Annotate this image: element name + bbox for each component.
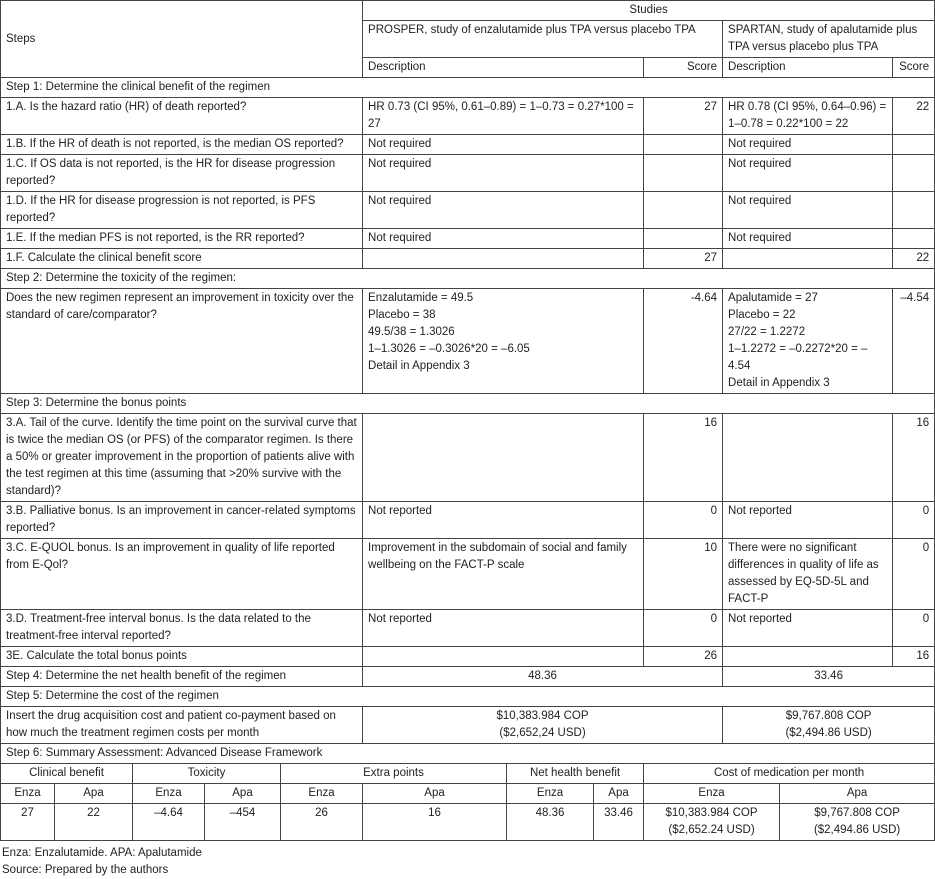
prosper-score: 27 bbox=[644, 249, 723, 269]
group-net-health-benefit: Net health benefit bbox=[507, 764, 644, 784]
table-footnotes bbox=[0, 845, 836, 879]
prosper-description: Not reported bbox=[363, 610, 644, 647]
step-label: 3.B. Palliative bonus. Is an improvement in cancer-related symptoms reported? bbox=[1, 502, 363, 539]
spartan-description bbox=[723, 414, 893, 502]
step1-row-1a bbox=[1, 98, 935, 135]
spartan-description: Not reported bbox=[723, 502, 893, 539]
spartan-description: Not required bbox=[723, 192, 893, 229]
group-toxicity: Toxicity bbox=[133, 764, 281, 784]
step3-title-row bbox=[1, 394, 935, 414]
spartan-description-header: Description bbox=[723, 58, 893, 78]
group-clinical-benefit: Clinical benefit bbox=[1, 764, 133, 784]
sub-enza: Enza bbox=[133, 784, 205, 804]
prosper-description bbox=[363, 249, 644, 269]
net-health-benefit-enza: 48.36 bbox=[507, 804, 594, 841]
cost-usd: ($2,652.24 USD) bbox=[668, 824, 755, 836]
spartan-description: Not reported bbox=[723, 610, 893, 647]
spartan-score: 22 bbox=[893, 98, 935, 135]
step6-title: Step 6: Summary Assessment: Advanced Disease Framework bbox=[1, 744, 935, 764]
spartan-score: 22 bbox=[893, 249, 935, 269]
cost-cop: $9,767.808 COP bbox=[814, 807, 900, 819]
step5-title-row bbox=[1, 687, 935, 707]
calc-line: Detail in Appendix 3 bbox=[728, 377, 830, 389]
studies-header: Studies bbox=[363, 1, 935, 21]
net-health-benefit-apa: 33.46 bbox=[594, 804, 644, 841]
cost-apa bbox=[780, 804, 935, 841]
spartan-header: SPARTAN, study of apalutamide plus TPA versus placebo plus TPA bbox=[723, 21, 935, 58]
step-label: 3E. Calculate the total bonus points bbox=[1, 647, 363, 667]
step1-row-1e bbox=[1, 229, 935, 249]
extra-points-apa: 16 bbox=[363, 804, 507, 841]
cost-cop: $10,383.984 COP bbox=[665, 807, 758, 819]
spartan-score bbox=[893, 155, 935, 192]
step3-row-3b bbox=[1, 502, 935, 539]
prosper-score: 0 bbox=[644, 502, 723, 539]
spartan-description: There were no significant differences in quality of life as assessed by EQ-5D-5L and FACT-P bbox=[723, 539, 893, 610]
calc-line: Enzalutamide = 49.5 bbox=[368, 292, 474, 304]
prosper-description: Not required bbox=[363, 192, 644, 229]
sub-apa: Apa bbox=[55, 784, 133, 804]
prosper-score: 10 bbox=[644, 539, 723, 610]
sub-apa: Apa bbox=[205, 784, 281, 804]
calc-line: Placebo = 22 bbox=[728, 309, 796, 321]
spartan-description: Not required bbox=[723, 229, 893, 249]
spartan-score: 16 bbox=[893, 414, 935, 502]
step3-title: Step 3: Determine the bonus points bbox=[1, 394, 935, 414]
prosper-description: Not required bbox=[363, 155, 644, 192]
step2-title: Step 2: Determine the toxicity of the regimen: bbox=[1, 269, 935, 289]
prosper-score bbox=[644, 229, 723, 249]
prosper-description: Improvement in the subdomain of social and family wellbeing on the FACT-P scale bbox=[363, 539, 644, 610]
step6-value-row bbox=[1, 804, 935, 841]
step-label: 1.B. If the HR of death is not reported, is the median OS reported? bbox=[1, 135, 363, 155]
spartan-description bbox=[723, 647, 893, 667]
step6-group-row bbox=[1, 764, 935, 784]
prosper-net-health-benefit: 48.36 bbox=[363, 667, 723, 687]
step1-title-row bbox=[1, 78, 935, 98]
group-cost-per-month: Cost of medication per month bbox=[644, 764, 935, 784]
step-label: 3.D. Treatment-free interval bonus. Is the data related to the treatment-free interval reported? bbox=[1, 610, 363, 647]
extra-points-enza: 26 bbox=[281, 804, 363, 841]
step3-row-3a bbox=[1, 414, 935, 502]
clinical-benefit-apa: 22 bbox=[55, 804, 133, 841]
cost-enza bbox=[644, 804, 780, 841]
prosper-description bbox=[363, 414, 644, 502]
step6-title-row bbox=[1, 744, 935, 764]
sub-apa: Apa bbox=[780, 784, 935, 804]
toxicity-enza: –4.64 bbox=[133, 804, 205, 841]
spartan-score: 0 bbox=[893, 610, 935, 647]
spartan-score: 16 bbox=[893, 647, 935, 667]
prosper-score: -4.64 bbox=[644, 289, 723, 394]
spartan-net-health-benefit: 33.46 bbox=[723, 667, 935, 687]
prosper-description bbox=[363, 647, 644, 667]
prosper-description-header: Description bbox=[363, 58, 644, 78]
prosper-score bbox=[644, 155, 723, 192]
step-label: 1.D. If the HR for disease progression is not reported, is PFS reported? bbox=[1, 192, 363, 229]
prosper-score bbox=[644, 192, 723, 229]
prosper-description: Not required bbox=[363, 229, 644, 249]
prosper-description: Not required bbox=[363, 135, 644, 155]
prosper-cost bbox=[363, 707, 723, 744]
cost-cop: $10,383.984 COP bbox=[496, 710, 589, 722]
calc-line: Detail in Appendix 3 bbox=[368, 360, 470, 372]
step1-row-1d bbox=[1, 192, 935, 229]
step-label: 1.C. If OS data is not reported, is the HR for disease progression reported? bbox=[1, 155, 363, 192]
step3-row-3c bbox=[1, 539, 935, 610]
prosper-score-header: Score bbox=[644, 58, 723, 78]
step4-title: Step 4: Determine the net health benefit of the regimen bbox=[1, 667, 363, 687]
prosper-description: Not reported bbox=[363, 502, 644, 539]
spartan-score bbox=[893, 229, 935, 249]
spartan-description bbox=[723, 249, 893, 269]
sub-enza: Enza bbox=[281, 784, 363, 804]
step-label: 1.A. Is the hazard ratio (HR) of death reported? bbox=[1, 98, 363, 135]
prosper-description bbox=[363, 289, 644, 394]
step-label: Does the new regimen represent an improvement in toxicity over the standard of care/comparator? bbox=[1, 289, 363, 394]
step-label: Insert the drug acquisition cost and patient co-payment based on how much the treatment regimen costs per month bbox=[1, 707, 363, 744]
step5-title: Step 5: Determine the cost of the regimen bbox=[1, 687, 935, 707]
cost-cop: $9,767.808 COP bbox=[785, 710, 872, 722]
step-label: 3.A. Tail of the curve. Identify the time point on the survival curve that is twice the median OS (or PFS) of the comparator regimen. Is there a 50% or greater improvement in the proportion of patients alive with the test regimen at this time (assuming that >20% survive with the standard)? bbox=[1, 414, 363, 502]
step-label: 1.F. Calculate the clinical benefit score bbox=[1, 249, 363, 269]
prosper-score: 26 bbox=[644, 647, 723, 667]
prosper-score: 16 bbox=[644, 414, 723, 502]
cost-usd: ($2,494.86 USD) bbox=[813, 824, 901, 836]
step-label: 3.C. E-QUOL bonus. Is an improvement in quality of life reported from E-Qol? bbox=[1, 539, 363, 610]
spartan-description: HR 0.78 (CI 95%, 0.64–0.96) = 1–0.78 = 0.22*100 = 22 bbox=[723, 98, 893, 135]
spartan-description: Not required bbox=[723, 135, 893, 155]
toxicity-apa: –454 bbox=[205, 804, 281, 841]
prosper-score bbox=[644, 135, 723, 155]
step2-row bbox=[1, 289, 935, 394]
calc-line: 1–1.2272 = –0.2272*20 = –4.54 bbox=[728, 343, 868, 372]
step5-row bbox=[1, 707, 935, 744]
prosper-score: 0 bbox=[644, 610, 723, 647]
calc-line: 27/22 = 1.2272 bbox=[728, 326, 806, 338]
spartan-cost bbox=[723, 707, 935, 744]
calc-line: 49.5/38 = 1.3026 bbox=[368, 326, 455, 338]
calc-line: 1–1.3026 = –0.3026*20 = –6.05 bbox=[368, 343, 530, 355]
step1-row-1f bbox=[1, 249, 935, 269]
calc-line: Apalutamide = 27 bbox=[728, 292, 818, 304]
sub-enza: Enza bbox=[507, 784, 594, 804]
spartan-score: –4.54 bbox=[893, 289, 935, 394]
spartan-score: 0 bbox=[893, 539, 935, 610]
calc-line: Placebo = 38 bbox=[368, 309, 436, 321]
clinical-benefit-enza: 27 bbox=[1, 804, 55, 841]
sub-enza: Enza bbox=[644, 784, 780, 804]
cost-usd: ($2,494.86 USD) bbox=[785, 727, 872, 739]
spartan-description: Not required bbox=[723, 155, 893, 192]
spartan-score-header: Score bbox=[893, 58, 935, 78]
sub-apa: Apa bbox=[363, 784, 507, 804]
prosper-score: 27 bbox=[644, 98, 723, 135]
step6-sub-row bbox=[1, 784, 935, 804]
step1-row-1b bbox=[1, 135, 935, 155]
step3-row-3e bbox=[1, 647, 935, 667]
abbreviation-note: Enza: Enzalutamide. APA: Apalutamide bbox=[2, 847, 202, 859]
step4-row bbox=[1, 667, 935, 687]
spartan-description bbox=[723, 289, 893, 394]
spartan-score bbox=[893, 135, 935, 155]
steps-header: Steps bbox=[1, 1, 363, 78]
spartan-score bbox=[893, 192, 935, 229]
cost-usd: ($2,652,24 USD) bbox=[499, 727, 586, 739]
sub-apa: Apa bbox=[594, 784, 644, 804]
step1-title: Step 1: Determine the clinical benefit of the regimen bbox=[1, 78, 935, 98]
prosper-description: HR 0.73 (CI 95%, 0.61–0.89) = 1–0.73 = 0.27*100 = 27 bbox=[363, 98, 644, 135]
header-row-1 bbox=[1, 1, 935, 21]
prosper-header: PROSPER, study of enzalutamide plus TPA versus placebo TPA bbox=[363, 21, 723, 58]
step1-row-1c bbox=[1, 155, 935, 192]
spartan-score: 0 bbox=[893, 502, 935, 539]
source-note: Source: Prepared by the authors bbox=[2, 864, 169, 876]
step-label: 1.E. If the median PFS is not reported, is the RR reported? bbox=[1, 229, 363, 249]
step2-title-row bbox=[1, 269, 935, 289]
group-extra-points: Extra points bbox=[281, 764, 507, 784]
sub-enza: Enza bbox=[1, 784, 55, 804]
step3-row-3d bbox=[1, 610, 935, 647]
